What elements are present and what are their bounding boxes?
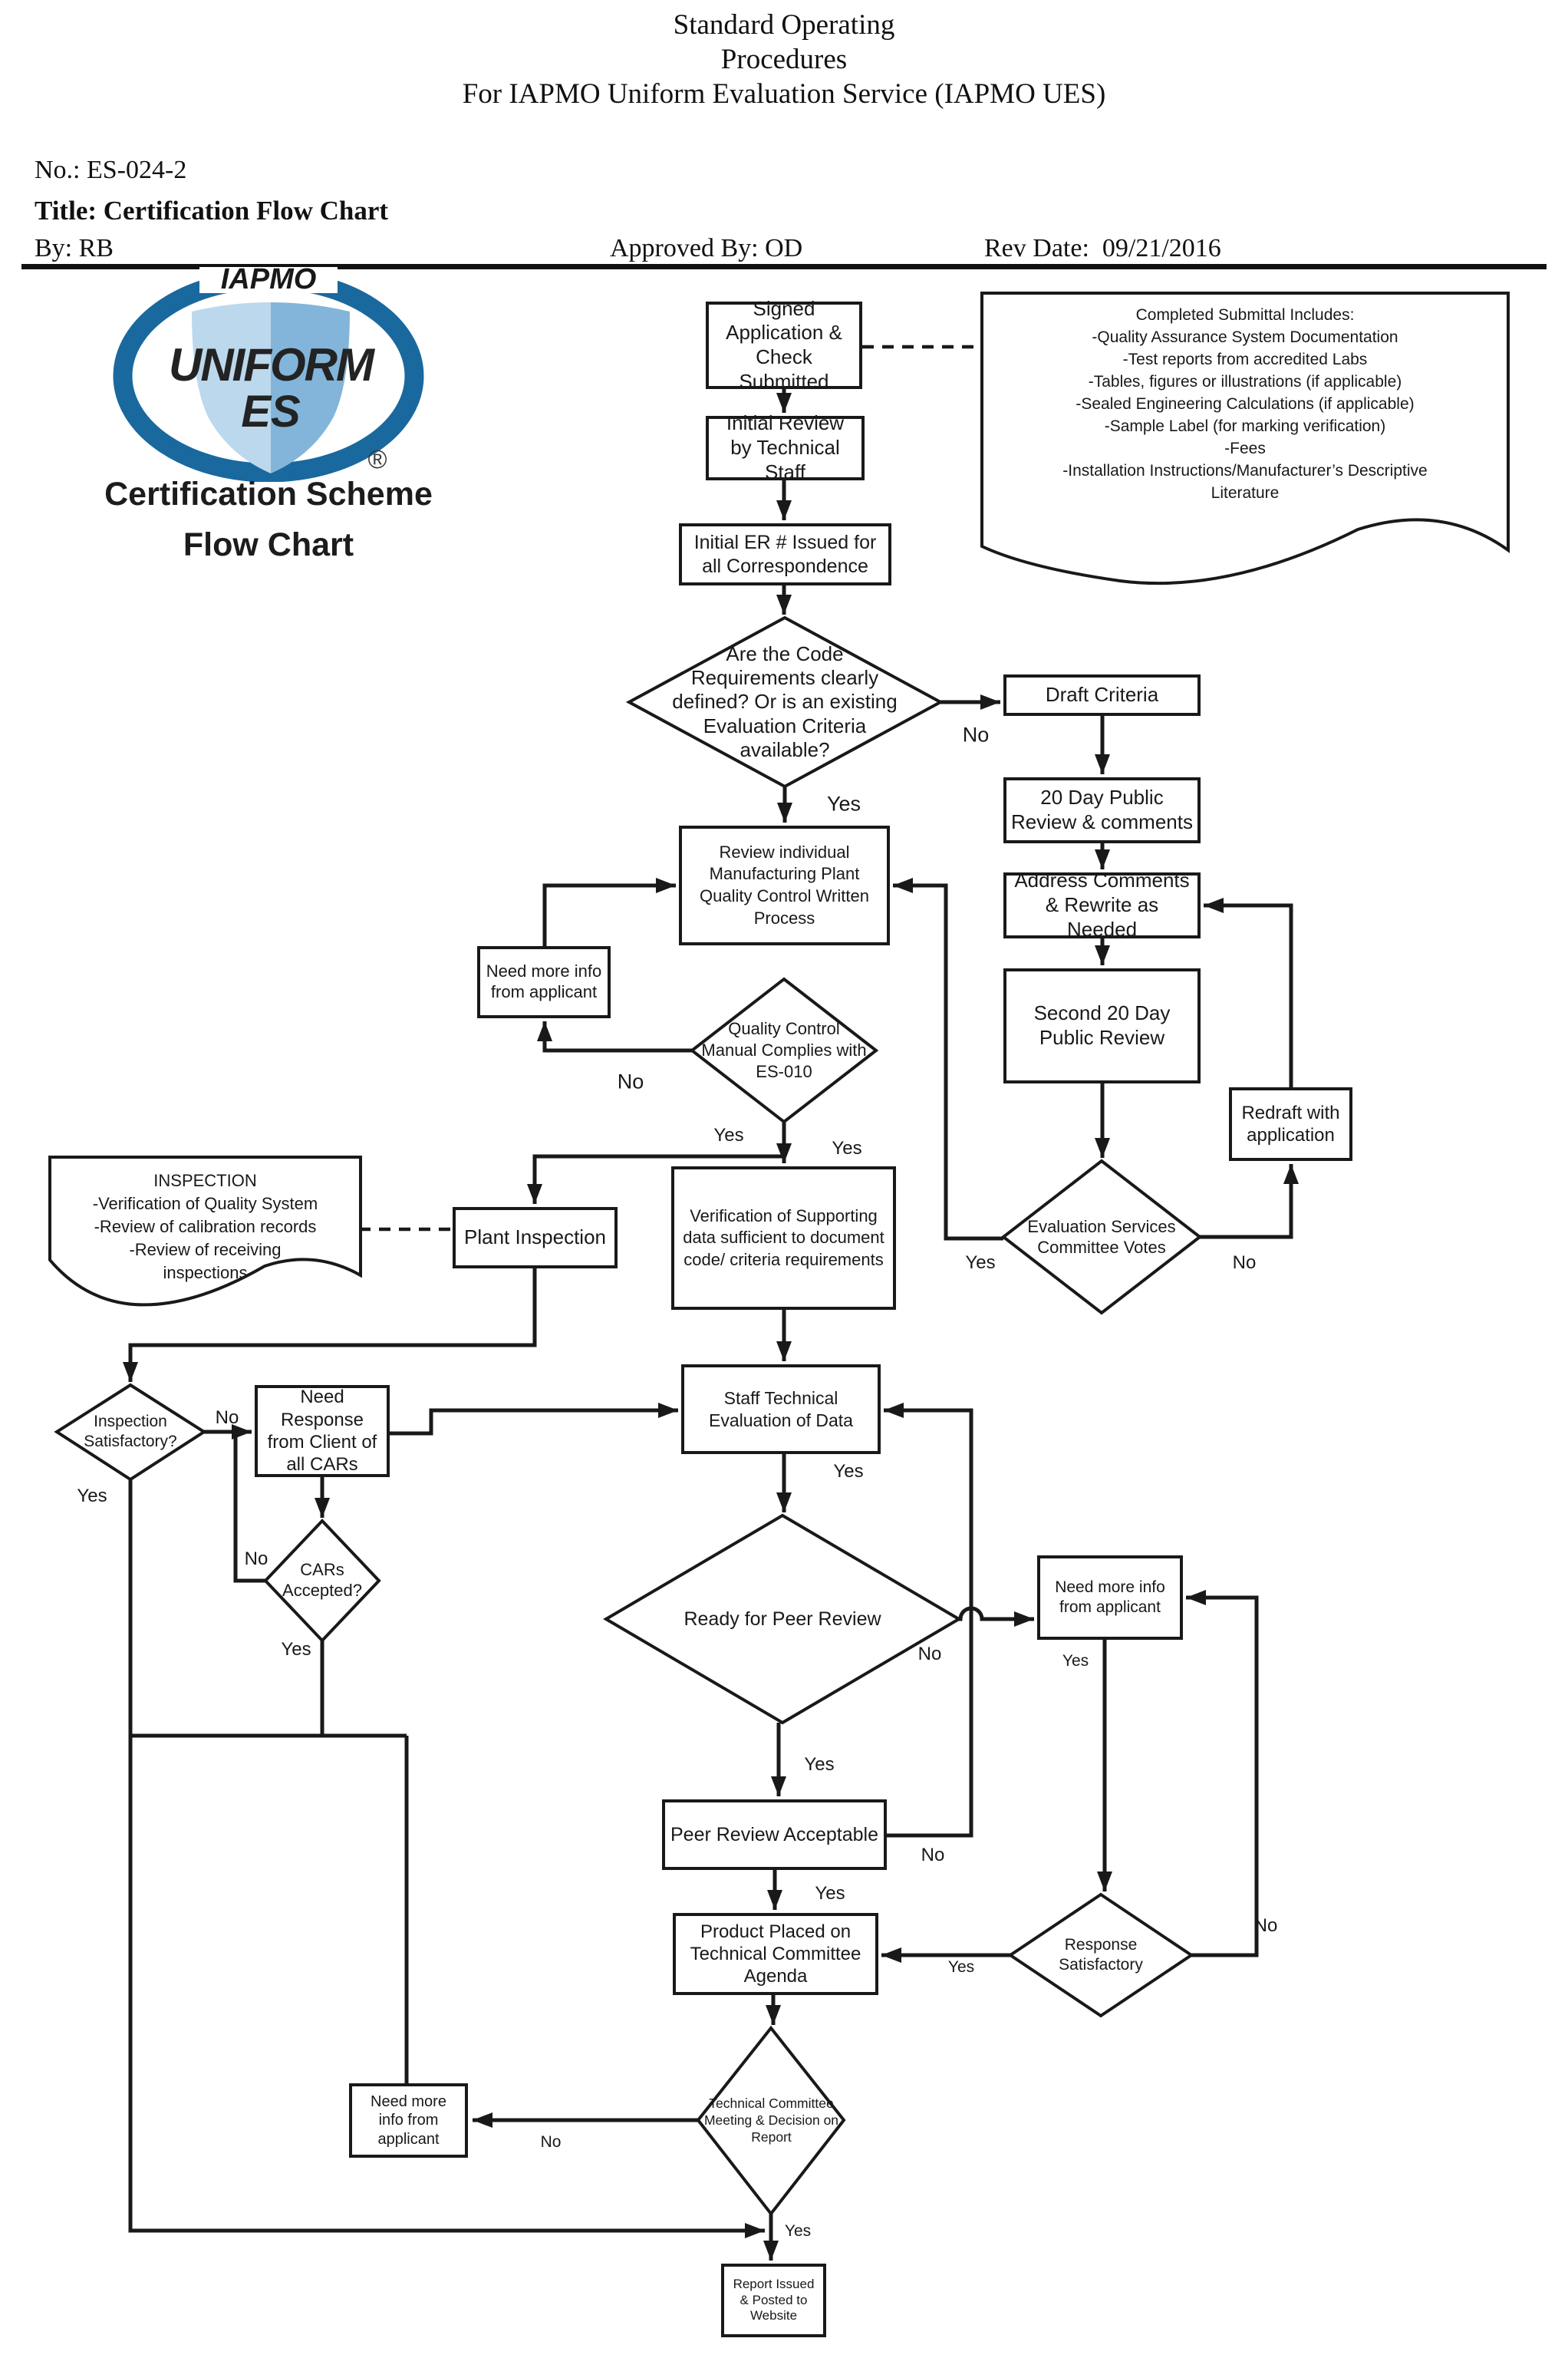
- inspection-line: inspections: [163, 1263, 248, 1282]
- node-need-more-info-bottom: Need more info from applicant: [349, 2083, 468, 2158]
- node-product-placed: Product Placed on Technical Committee Agenda: [673, 1913, 878, 1995]
- edge-response-no-loop: [1186, 1598, 1257, 1955]
- label-tc-no: No: [540, 2133, 562, 2151]
- label-cars-yes: Yes: [281, 1639, 311, 1660]
- label-inspection-yes: Yes: [77, 1486, 107, 1506]
- logo-caption-1: Certification Scheme: [104, 476, 433, 513]
- label-esc-yes: Yes: [965, 1252, 996, 1273]
- approved-by: Approved By: OD: [610, 234, 803, 262]
- node-peer-review-acceptable: Peer Review Acceptable: [662, 1799, 887, 1870]
- doc-title: Title: Certification Flow Chart: [35, 196, 389, 226]
- label-cars-no: No: [244, 1548, 268, 1569]
- logo-es-text: ES: [241, 387, 301, 437]
- label-inspection-no: No: [215, 1407, 239, 1428]
- edge-needmid-to-review: [545, 885, 676, 946]
- label-qc-yes-left: Yes: [713, 1125, 744, 1146]
- logo-brand-text: IAPMO: [220, 267, 317, 295]
- doc-inspection-text: [58, 1169, 353, 1285]
- logo-uniform-text: UNIFORM: [169, 339, 373, 391]
- node-second-20day-review: Second 20 Day Public Review: [1003, 968, 1201, 1083]
- node-draft-criteria: Draft Criteria: [1003, 674, 1201, 716]
- node-redraft: Redraft with application: [1229, 1087, 1352, 1161]
- iapmo-uniform-es-logo: [107, 267, 430, 482]
- title-line-1: Standard Operating: [673, 9, 895, 41]
- node-inspection-satisfactory: Inspection Satisfactory?: [84, 1413, 177, 1450]
- node-response-satisfactory: Response Satisfactory: [1059, 1936, 1143, 1974]
- registered-trademark-icon: ®: [367, 445, 387, 474]
- label-qc-yes-right: Yes: [832, 1138, 862, 1159]
- node-tech-committee: Technical Committee Meeting & Decision on Report: [703, 2096, 839, 2145]
- node-staff-technical-eval: Staff Technical Evaluation of Data: [681, 1364, 881, 1454]
- submittal-line: -Quality Assurance System Documentation: [1092, 328, 1398, 346]
- inspection-line: -Verification of Quality System: [92, 1194, 318, 1213]
- rev-date: Rev Date: 09/21/2016: [984, 234, 1221, 262]
- node-code-requirements: Are the Code Requirements clearly defined? Or is an existing Evaluation Criteria available?: [672, 642, 898, 761]
- submittal-line: -Fees: [1224, 440, 1266, 457]
- label-peer-no: No: [921, 1845, 945, 1865]
- inspection-line: INSPECTION: [153, 1171, 257, 1190]
- node-review-individual: Review individual Manufacturing Plant Quality Control Written Process: [679, 826, 890, 945]
- submittal-line: -Test reports from accredited Labs: [1122, 351, 1368, 368]
- logo-caption-2: Flow Chart: [183, 526, 354, 563]
- edge-needresp-to-staff: [390, 1410, 678, 1433]
- label-esc-no: No: [1232, 1252, 1257, 1273]
- label-ready-yes: Yes: [804, 1754, 835, 1775]
- edge-esc-yes-review: [893, 885, 1003, 1238]
- doc-number: No.: ES-024-2: [35, 156, 187, 184]
- label-staff-yes: Yes: [833, 1461, 864, 1482]
- label-need-right-yes: Yes: [1062, 1652, 1089, 1670]
- submittal-line: -Tables, figures or illustrations (if applicable): [1088, 373, 1402, 391]
- title-line-2: Procedures: [720, 44, 848, 75]
- submittal-line: -Sealed Engineering Calculations (if applicable): [1076, 395, 1415, 413]
- node-plant-inspection: Plant Inspection: [453, 1207, 618, 1268]
- byline: By: RB: [35, 234, 114, 262]
- node-address-comments: Address Comments & Rewrite as Needed: [1003, 872, 1201, 938]
- node-qc-manual: Quality Control Manual Complies with ES-010: [701, 1019, 867, 1081]
- node-signed-application: Signed Application & Check Submitted: [706, 302, 862, 389]
- edge-redraft-to-address: [1204, 905, 1291, 1087]
- doc-completed-submittal-text: [990, 304, 1500, 504]
- submittal-line: -Installation Instructions/Manufacturer’s Descriptive: [1062, 462, 1428, 480]
- label-response-yes: Yes: [947, 1958, 975, 1976]
- edge-esc-no-redraft: [1200, 1164, 1291, 1237]
- node-initial-review: Initial Review by Technical Staff: [706, 416, 865, 480]
- edge-qc-no-needmid: [545, 1021, 692, 1050]
- node-need-more-info-mid: Need more info from applicant: [477, 946, 611, 1018]
- node-cars-accepted: CARs Accepted?: [282, 1560, 362, 1600]
- submittal-line: Completed Submittal Includes:: [1135, 306, 1355, 324]
- inspection-line: -Review of calibration records: [94, 1217, 317, 1236]
- node-esc-votes: Evaluation Services Committee Votes: [1027, 1216, 1176, 1257]
- page-title: [0, 8, 1568, 111]
- submittal-line: -Sample Label (for marking verification): [1104, 417, 1386, 435]
- dashed-connectors: [359, 347, 983, 1229]
- inspection-line: -Review of receiving: [129, 1240, 282, 1259]
- node-need-response-cars: Need Response from Client of all CARs: [255, 1385, 390, 1477]
- node-need-more-info-right: Need more info from applicant: [1037, 1555, 1183, 1640]
- label-peer-yes: Yes: [815, 1883, 845, 1904]
- label-code-no: No: [962, 723, 990, 747]
- label-qc-no: No: [617, 1070, 644, 1093]
- label-response-no: No: [1253, 1915, 1278, 1936]
- node-initial-er: Initial ER # Issued for all Correspondence: [679, 523, 891, 585]
- node-20day-public-review: 20 Day Public Review & comments: [1003, 777, 1201, 843]
- node-report-issued: Report Issued & Posted to Website: [721, 2264, 826, 2337]
- label-ready-no: No: [917, 1644, 942, 1664]
- node-verification: Verification of Supporting data sufficient to document code/ criteria requirements: [671, 1166, 896, 1310]
- label-tc-yes: Yes: [784, 2222, 812, 2240]
- title-line-3: For IAPMO Uniform Evaluation Service (IAPMO UES): [462, 78, 1106, 110]
- submittal-line: Literature: [1211, 484, 1280, 502]
- node-ready-for-peer-review: Ready for Peer Review: [684, 1608, 881, 1630]
- label-code-yes: Yes: [826, 792, 861, 816]
